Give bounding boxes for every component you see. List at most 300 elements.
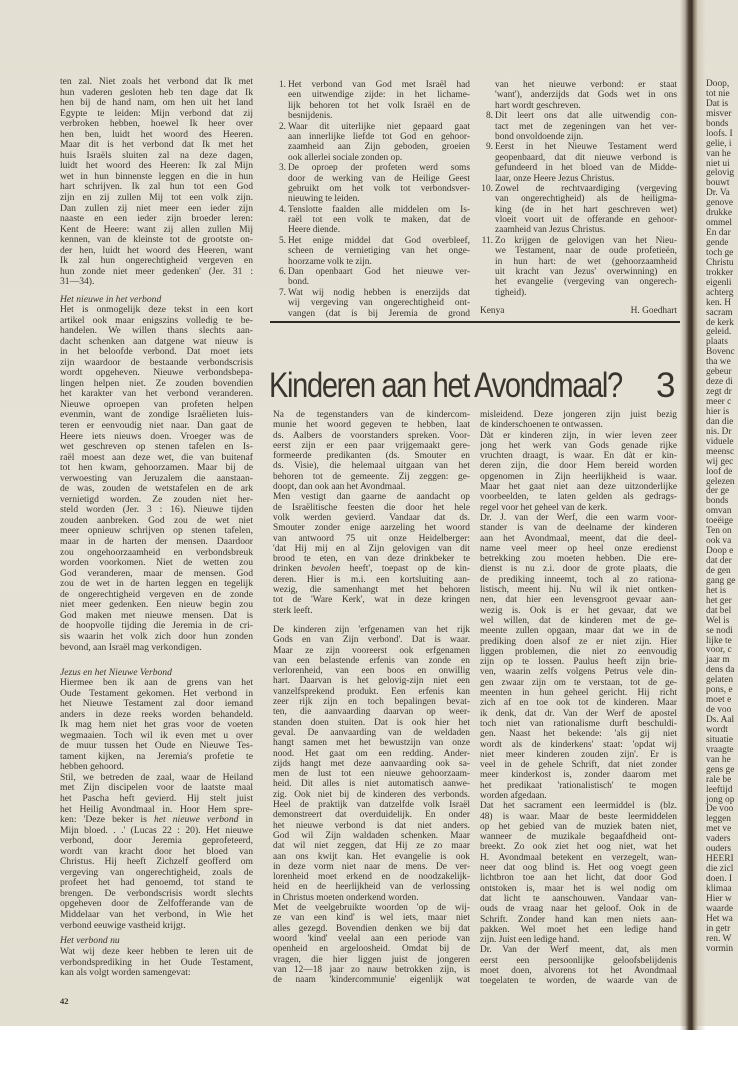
text-line: hun vaderen gesloten heb ten dage dat Ik: [60, 87, 253, 98]
text-line: H. Avondmaal betekent en verzegelt, wan-: [480, 852, 677, 863]
text-line: dat bel: [706, 605, 732, 616]
text-line: zou ongehoorzaamheid en verbondsbreuk: [60, 547, 253, 558]
text-line: het evangelie (vergeving van ongerech-: [495, 277, 677, 288]
text-line: laar, onze Heere Jezus Christus.: [495, 173, 615, 184]
text-line: met ve: [706, 824, 732, 835]
text-line: verbondsprediking in het Oude Testament,: [60, 957, 253, 968]
text-line: Dan zullen zij niet meer een ieder zijn: [60, 203, 253, 214]
text-line: niet ui: [706, 158, 730, 169]
text-line: dat wil niet zeggen, dat Hij ze zo maar: [273, 841, 470, 852]
list-item: [480, 111, 677, 142]
text-line: Maar het gaat niet aan deze uitzonderlijke: [480, 482, 677, 493]
text-line: zegt dr: [706, 387, 732, 398]
text-line: niet meer gedenken. Een nieuw begin zou: [60, 600, 253, 611]
text-line: openheid en argeloosheid. Omdat bij de: [273, 944, 470, 955]
text-line: zou de wet in de harten leggen en tegelijk: [60, 579, 253, 590]
text-line: van 12—18 jaar zo nauw betrokken zijn, is: [273, 964, 470, 975]
text-line: bonds: [706, 496, 729, 507]
text-line: gende: [706, 238, 729, 248]
text-line: handelen. We willen thans slechts aan-: [60, 326, 253, 337]
text-line: liggen problemen, die niet zo eenvoudig: [480, 646, 677, 657]
text-line: sis waarin het volk zich door hun zonden: [60, 631, 253, 642]
text-line: hebben gehoord.: [60, 762, 124, 773]
page-gutter-shadow: [680, 0, 706, 1030]
text-line: van ongerechtigheid) als de heiligma-: [495, 194, 677, 205]
summary-list-middle: [273, 80, 470, 319]
text-line: Oude Testament gekomen. Het verbond in: [60, 688, 253, 699]
text-line: zouden aanbreken. God zou de wet niet: [60, 515, 253, 526]
text-line: formeerde predikanten (ds. Smouter en: [273, 451, 470, 462]
text-line: zijn op te lossen. Paulus heeft zijn brie-: [480, 657, 677, 668]
text-line: demonstreert dat overduidelijk. En onder: [273, 810, 470, 821]
text-line: de hoopvolle tijding die Jeremia in de cri-: [60, 621, 253, 632]
text-line: worden voorkomen. Niet de wetten zou: [60, 558, 253, 569]
text-line: de naam 'kindercommunie' eigenlijk wat: [273, 975, 470, 986]
text-line: Heere iets nieuws doen. Vroeger was de: [60, 431, 253, 442]
text-line: Nieuwe oproepen van profeten helpen: [60, 399, 253, 410]
text-line: brood te eten, en van deze drinkbeker te: [273, 554, 470, 565]
text-line: se nodi: [706, 625, 733, 636]
text-line: name veel meer op heel onze eredienst: [480, 543, 677, 554]
text-line: alles gezegd. Bovendien denken we bij dat: [273, 923, 470, 934]
text-line: hen ben, luidt het woord des Heeren.: [60, 129, 253, 140]
text-line: voorbeelden, te laten gelden als gedrags-: [480, 492, 677, 503]
text-line: gelovig: [706, 168, 735, 179]
text-line: eigenli: [706, 277, 732, 288]
text-line: hart schrijven. Ik zal hun tot een God: [60, 182, 253, 193]
text-line: Het wa: [706, 913, 733, 924]
text-line: we Testament, naar de oude profetieën,: [495, 246, 677, 257]
text-line: naaste en een ieder zijn broeder leren:: [60, 214, 253, 225]
text-line: 48) is waar. Maar de beste leermiddelen: [480, 811, 677, 822]
text-line: Met de veelgebruikte woorden 'op de wij-: [273, 903, 470, 914]
text-line: Ik mag hem niet het gras voor de voeten: [60, 720, 253, 731]
text-line: profeet het had genoemd, tot stand te: [60, 878, 253, 889]
text-line: bond onvoldoende zijn.: [495, 131, 584, 142]
text-line: lichtbron toe aan het licht, dat door God: [480, 873, 677, 884]
text-line: Eerst in het Nieuwe Testament werd: [495, 142, 677, 153]
text-line: in hun hart: de wet (gehoorzaamheid: [495, 256, 677, 267]
text-line: dens da: [706, 665, 735, 676]
text-line: lingen helpen niet. Ze zouden bovendien: [60, 378, 253, 389]
text-line: HEERI: [706, 854, 734, 865]
text-line: De oproep der profeten werd soms: [288, 163, 470, 174]
text-line: de voo: [706, 705, 732, 716]
text-line: standen doen stuiten. Dat is ook hier het: [273, 717, 470, 728]
text-line: nis. Dr: [706, 426, 732, 437]
list-item: [480, 236, 677, 298]
text-line: aan ons kwijt kan. Het evangelie is ook: [273, 851, 470, 862]
text-line: wij gec: [706, 456, 734, 467]
text-line: dacht schenken aan datgene wat nieuw is: [60, 336, 253, 347]
text-line: ouds de vraag naar het geloof. Ook in de: [480, 904, 677, 915]
text-line: klimaa: [706, 883, 732, 894]
text-line: Egypte te leiden: Mijn verbond dat zij: [60, 108, 253, 119]
text-line: dat licht te aanschouwen. Vandaar van-: [480, 893, 677, 904]
text-line: wezig, die samenhangt met het behoren: [273, 585, 470, 596]
text-line: een uitwendige zijde: in het lichame-: [288, 90, 470, 101]
text-line: zig. Ook niet bij de kinderen des verbonds.: [273, 789, 470, 800]
text-line: de gen: [706, 565, 731, 576]
text-line: het karakter van het verbond veranderen.: [60, 389, 253, 400]
text-line: tigheid).: [495, 287, 527, 298]
text-line: listisch, meent hij. Nu wil ik niet ontken-: [480, 585, 677, 596]
text-line: scheen de vernietiging van het onge-: [288, 246, 470, 257]
list-number: 4.: [278, 204, 286, 215]
text-line: wordt als de kinderkens' staat: 'opdat wij: [480, 739, 677, 750]
text-line: jong het werk van Gods genade rijke: [480, 440, 677, 451]
page-number: 42: [60, 996, 69, 1006]
text-line: regel voor het geheel van de kerk.: [480, 502, 608, 513]
text-line: wezig is. Ook is er het gevaar, dat we: [480, 605, 677, 616]
text-line: toegelaten te worden, de waarde van de: [480, 976, 677, 987]
text-line: wanneer de muzikale begaafdheid ont-: [480, 832, 677, 843]
text-line: worden afgedaan.: [480, 790, 547, 801]
text-line: En dar: [706, 228, 731, 239]
text-line: prediking doen alsof ze er niet zijn. Hier: [480, 636, 677, 647]
text-line: nieuwing te leiden.: [288, 194, 360, 205]
text-line: van antwoord 75 uit onze Heidelberger:: [273, 533, 470, 544]
text-line: king (de in het hart geschreven wet): [495, 204, 677, 215]
text-line: wegmaaien. Toch wil ik even met u over: [60, 730, 253, 741]
text-line: zijds hangt met deze aanvaarding ook sa-: [273, 758, 470, 769]
list-item: [273, 236, 470, 267]
text-line: zeer rijk zijn en toch bepalingen bevat-: [273, 697, 470, 708]
section-heading: Jezus en het Nieuwe Verbond: [60, 667, 172, 678]
text-line: artikel ook maar enigszins volledig te be-: [60, 315, 253, 326]
text-line: Stil, we betreden de zaal, waar de Heiland: [60, 772, 253, 783]
text-line: hart. Daarvan is het gelovig-zijn niet een: [273, 676, 470, 687]
text-line: omvan: [706, 506, 732, 517]
text-line: Hier w: [706, 893, 732, 904]
list-number: 9.: [485, 142, 493, 153]
text-line: betrekking zou moeten hebben. Die ere-: [480, 554, 677, 565]
section-heading: Het verbond nu: [60, 935, 120, 946]
text-line: ken. H: [706, 297, 731, 308]
text-line: bouwt: [706, 178, 730, 189]
text-line: misver: [706, 108, 732, 119]
text-line: dan die: [706, 416, 734, 427]
text-line: Bovenc: [706, 347, 735, 358]
text-line: teren er eenvoudig niet naar. Dan gaat de: [60, 421, 253, 432]
text-line: plaats: [706, 337, 728, 348]
text-line: situatie: [706, 734, 734, 745]
text-line: wordt opgeheven. Nieuwe verbondsbepa-: [60, 368, 253, 379]
text-line: Dat is: [706, 98, 729, 109]
text-line: meer opnieuw schrijven op stenen tafelen,: [60, 526, 253, 537]
text-line: van het nieuwe verbond: er staat: [495, 80, 677, 90]
text-line: God maken met nieuwe mensen. Dat is: [60, 610, 253, 621]
text-line: toch niet van rationalisme durft beschuldi-: [480, 718, 677, 729]
text-line: meer kinderkost is, zonder daarom met: [480, 770, 677, 781]
text-line: vruchten draagt, is waar. En dàt er kin-: [480, 451, 677, 462]
text-line: zaamheid van Jezus Christus.: [495, 225, 606, 236]
text-line: Ds. Aal: [706, 715, 735, 725]
text-line: het Pascha heft gevierd. Hij stelt juist: [60, 794, 253, 805]
text-line: tot de 'Ware Kerk', wat in deze kringen: [273, 595, 470, 606]
text-line: Het verbond van God met Israël had: [288, 80, 470, 90]
text-line: leggen: [706, 814, 731, 825]
text-line: meer c: [706, 397, 732, 407]
text-line: rale be: [706, 774, 732, 785]
text-line: raël moest aan deze wet, die van buitenaf: [60, 452, 253, 463]
text-line: kan als volgt worden samengevat:: [60, 968, 191, 979]
text-line: zijn en zij zullen Mij tot een volk zijn.: [60, 193, 253, 204]
text-line: de was, zouden de wetstafelen en de ark: [60, 484, 253, 495]
text-line: 'dat Hij mij en al Zijn gelovigen van dit: [273, 543, 470, 554]
text-line: zich af en toe ook tot de kinderen. Maar: [480, 698, 677, 709]
list-number: 10.: [481, 183, 493, 194]
text-line: tact met de zegeningen van het ver-: [495, 121, 677, 132]
list-item: [273, 205, 470, 236]
section-divider: [270, 321, 680, 323]
text-line: de Israëlitische feesten die door het hele: [273, 502, 470, 513]
text-line: Waar dit uiterlijke niet gepaard gaat: [288, 121, 470, 132]
text-line: wet in hun binnenste leggen en die in hun: [60, 171, 253, 182]
text-line: Christus. Hij heeft Zichzelf geofferd om: [60, 857, 253, 868]
text-line: met Zijn discipelen voor de laatste maal: [60, 783, 253, 794]
text-line: van een belastende erfenis van zonde en: [273, 655, 470, 666]
text-line: zaamheid aan Zijn geboden, groeien: [288, 142, 470, 153]
text-line: opgeheven door de Zelfofferande van de: [60, 899, 253, 910]
text-line: gelaten: [706, 675, 734, 686]
text-line: Doop e: [706, 546, 734, 557]
text-line: ze van een kind' is wel iets, maar niet: [273, 913, 470, 924]
list-number: 5.: [278, 235, 286, 246]
text-line: de ongerechtigheid vergeven en de zonde: [60, 589, 253, 600]
text-line: ds. Visie), die helemaal uitgaan van het: [273, 461, 470, 472]
text-line: De kinderen zijn 'erfgenamen van het rijk: [273, 625, 470, 635]
text-line: in het beloofde verbond. Dat moet iets: [60, 347, 253, 358]
text-line: luidt het woord des Heeren: Ik zal Mijn: [60, 161, 253, 172]
text-line: anders in deze reeks worden behandeld.: [60, 709, 253, 720]
text-line: van he: [706, 148, 731, 159]
text-line: toeëige: [706, 516, 734, 527]
next-page-column-fragment: [706, 80, 735, 955]
text-line: drukke: [706, 208, 733, 219]
text-line: Doop,: [706, 79, 730, 89]
signature-location: Kenya: [480, 306, 505, 316]
text-line: ook va: [706, 536, 732, 547]
text-line: eerst zijn er een paar vrijgemaakt gere-: [273, 440, 470, 451]
text-line: drinken bevolen heeft', toepast op de kin-: [273, 564, 470, 575]
section-heading: Het nieuwe in het verbond: [60, 294, 162, 305]
text-line: Gods en van Zijn verbond'. Dat is waar.: [273, 635, 470, 646]
text-line: niet meer kinderen zouden zijn'. Er is: [480, 749, 677, 760]
list-number: 11.: [481, 235, 493, 246]
text-line: ten zal. Niet zoals het verbond dat Ik met: [60, 77, 253, 87]
text-line: Het is onmogelijk deze tekst in een kort: [60, 305, 253, 315]
text-line: ven, waarin zelfs volgens Petrus vele din-: [480, 667, 677, 678]
text-line: gen. Naast het bekende: 'als gij niet: [480, 729, 677, 740]
text-line: ouders: [706, 844, 731, 855]
text-line: vernietigd worden. Ze zouden niet her-: [60, 494, 253, 505]
text-line: gelezen: [706, 476, 735, 487]
text-line: vangen (dat is bij Jeremia de grond: [288, 308, 470, 319]
text-line: het Heilig Avondmaal in. Hoor Hem spre-: [60, 804, 253, 815]
text-line: munie het woord gegeven te hebben, laat: [273, 420, 470, 431]
text-line: wordt: [706, 724, 728, 735]
text-line: op het gebied van de muziek baten niet,: [480, 821, 677, 832]
text-line: sacram: [706, 307, 733, 318]
text-line: deze di: [706, 377, 733, 388]
text-line: Maar dit is het verbond dat Ik met het: [60, 140, 253, 151]
left-column-paragraph-4: [60, 947, 253, 979]
article-right-column: [480, 410, 677, 987]
text-line: de muur tussen het Oude en Nieuwe Tes-: [60, 741, 253, 752]
text-line: voor, c: [706, 645, 732, 656]
text-line: Het enige middel dat God overbleef,: [288, 235, 470, 246]
text-line: God veranderen, maar de mensen. God: [60, 568, 253, 579]
text-line: nood. Het gaat om een redding. Ander-: [273, 748, 470, 759]
text-line: in Christus moeten onderkend worden.: [273, 892, 419, 903]
text-line: vergeving van ongerechtigheid, zoals de: [60, 867, 253, 878]
text-line: men de lust tot een nieuwe gehoorzaam-: [273, 769, 470, 780]
text-line: Schrift. Zonder hand kan men niets aan-: [480, 914, 677, 925]
text-line: misleidend. Deze jongeren zijn juist bezig: [480, 410, 677, 420]
text-line: bonds: [706, 118, 729, 129]
text-line: leeftijd: [706, 784, 733, 795]
text-line: Na de tegenstanders van de kindercom-: [273, 410, 470, 420]
text-line: Wat wij deze keer hebben te leren uit de: [60, 947, 253, 957]
text-line: wel willen, dat de kinderen met de ge-: [480, 615, 677, 626]
signature-author: H. Goedhart: [630, 306, 677, 316]
text-line: verlorenheid, van een boos en onwillig: [273, 666, 470, 677]
text-line: vraagte: [706, 744, 734, 755]
text-line: aan innerlijke liefde tot God en gehoor-: [288, 131, 470, 142]
text-line: vloeit voort uit de offerande en gehoor-: [495, 215, 677, 226]
text-line: de prediking inneemt, toch al zo rationa-: [480, 574, 677, 585]
list-item: [273, 122, 470, 164]
text-line: deren. Hier is m.i. een kortsluiting aan-: [273, 574, 470, 585]
text-line: Tenslotte faalden alle middelen om Is-: [288, 204, 470, 215]
text-line: hangt samen met het bewustzijn van onze: [273, 738, 470, 749]
text-line: hun zonde niet meer gedenken' (Jer. 31 :: [60, 266, 253, 277]
text-line: het predikaat 'rationalistisch' te mogen: [480, 780, 677, 791]
text-line: stander is van de deelname der kinderen: [480, 523, 677, 534]
text-line: steld worden (Jer. 3 : 16). Nieuwe tijden: [60, 505, 253, 516]
text-line: sterk leeft.: [273, 605, 313, 616]
text-line: Maar ze zijn vooreerst ook erfgenamen: [273, 645, 470, 656]
text-line: evenmin, want de zondige Israëlieten luis-: [60, 410, 253, 421]
text-line: uit kracht van Jezus' overwinning) en: [495, 267, 677, 278]
summary-list-right: [480, 80, 677, 298]
text-line: hart wordt geschreven.: [495, 100, 581, 111]
list-number: 7.: [278, 287, 286, 298]
text-line: het is: [706, 585, 727, 596]
text-line: brengen. De verbondscrisis wordt slechts: [60, 888, 253, 899]
text-line: dat der: [706, 556, 732, 566]
text-line: doen. I: [706, 874, 733, 884]
text-line: ds. Aalbers de voorstanders spreken. Voor-: [273, 430, 470, 441]
list-item: [480, 142, 677, 184]
text-line: het Nieuwe Testament zal door iemand: [60, 699, 253, 710]
text-line: Zo krijgen de gelovigen van het Nieu-: [495, 235, 677, 246]
list-item: [480, 184, 677, 236]
text-line: in getr: [706, 923, 731, 934]
text-line: Wat wij nodig hebben is enerzijds dat: [288, 287, 470, 298]
text-line: verbond, door Jeremia geprofeteerd,: [60, 836, 253, 847]
text-line: het nieuwe verbond is dat niet anders.: [273, 820, 470, 831]
list-item: [480, 80, 677, 111]
text-line: Dr. J. van der Werf, die een warm voor-: [480, 512, 677, 523]
text-line: nen, dat hier een levensgroot gevaar aan-: [480, 595, 677, 606]
text-line: moet e: [706, 695, 732, 706]
text-line: gebruikt om het volk tot verbondsver-: [288, 183, 470, 194]
text-line: zijn. Juist een ledige hand.: [480, 935, 580, 946]
text-line: loof de: [706, 466, 733, 477]
text-line: wordt van kracht door het bloed van: [60, 846, 253, 857]
text-line: Kent de Heere: want zij allen zullen Mij: [60, 224, 253, 235]
text-line: gebeur: [706, 367, 732, 378]
list-number: [480, 80, 493, 90]
text-line: lijk behoren tot het volk Israël en de: [288, 100, 470, 111]
text-line: deren zijn, die door Hem bereid worden: [480, 461, 677, 472]
text-line: Ten on: [706, 526, 732, 537]
text-line: opgenomen in Zijn heerlijkheid is waar.: [480, 471, 677, 482]
list-number: 6.: [278, 267, 286, 278]
text-line: trokker: [706, 267, 734, 278]
text-line: Zowel de rechtvaardiging (vergeving: [495, 183, 677, 194]
italic-text: het nieuwe verbond: [153, 815, 239, 826]
text-line: ook allerlei sociale zonden op.: [288, 152, 403, 163]
text-line: jong op: [706, 794, 735, 805]
text-line: meente zullen opgaan, maar dat we in de: [480, 626, 677, 637]
article-middle-column-b: [273, 625, 470, 985]
list-number: 3.: [278, 163, 286, 174]
text-line: gang ge: [706, 575, 736, 586]
text-line: viduele: [706, 436, 734, 447]
text-line: geval. De aanvaarding van de weldaden: [273, 727, 470, 738]
article-part-number: 3: [656, 366, 676, 405]
text-line: Dan openbaart God het nieuwe ver-: [288, 267, 470, 278]
text-line: tot nie: [706, 88, 730, 99]
left-column-paragraph-2: [60, 305, 253, 653]
text-line: achterg: [706, 287, 734, 298]
text-line: zijn waardoor de bestaande verbondscrisis: [60, 357, 253, 368]
text-line: Dàt er kinderen zijn, in wier leven zeer: [480, 430, 677, 441]
article-middle-column-a: [273, 410, 470, 616]
list-item: [273, 267, 470, 288]
text-line: Middelaar van het verbond, in Wie het: [60, 910, 253, 921]
text-line: behoren tot de gemeente. Zij zeggen: ge-: [273, 471, 470, 482]
text-line: Heere diende.: [288, 225, 341, 236]
text-line: vormin: [706, 943, 734, 954]
text-line: ontstoken is, maar het is wel nodig om: [480, 883, 677, 894]
text-line: verwoesting van Jeruzalem die aanstaan-: [60, 473, 253, 484]
text-line: ommel: [706, 218, 733, 229]
text-line: hoorzame volk te zijn.: [288, 256, 372, 267]
text-line: pons, e: [706, 685, 733, 696]
text-line: Men vestigt dan gaarne de aandacht op: [273, 492, 470, 503]
list-number: 8.: [485, 111, 493, 122]
text-line: de kinderschoenen te ontwassen.: [480, 420, 603, 431]
text-line: ten, die aanvaarding daarvan op weer-: [273, 707, 470, 718]
text-line: meensc: [706, 446, 735, 457]
text-line: moet doen, alvorens tot het Avondmaal: [480, 966, 677, 977]
text-line: van he: [706, 754, 731, 765]
text-line: vanzelfsprekend produkt. Een erfenis kan: [273, 686, 470, 697]
text-line: geleid.: [706, 327, 732, 338]
left-column-paragraph-3: [60, 678, 253, 931]
text-line: lorenheid moet erkend en de noodzakelijk-: [273, 872, 470, 883]
text-line: volk werden gevierd. Vandaar dat ds.: [273, 512, 470, 523]
text-line: vaders: [706, 834, 731, 845]
text-line: gelie, i: [706, 138, 732, 149]
text-line: doopt, dan ook aan het Avondmaal.: [273, 482, 406, 493]
text-line: raël tot een volk te maken, dat de: [288, 215, 470, 226]
text-line: neer dat oog blind is. Het oog voegt geen: [480, 863, 677, 874]
